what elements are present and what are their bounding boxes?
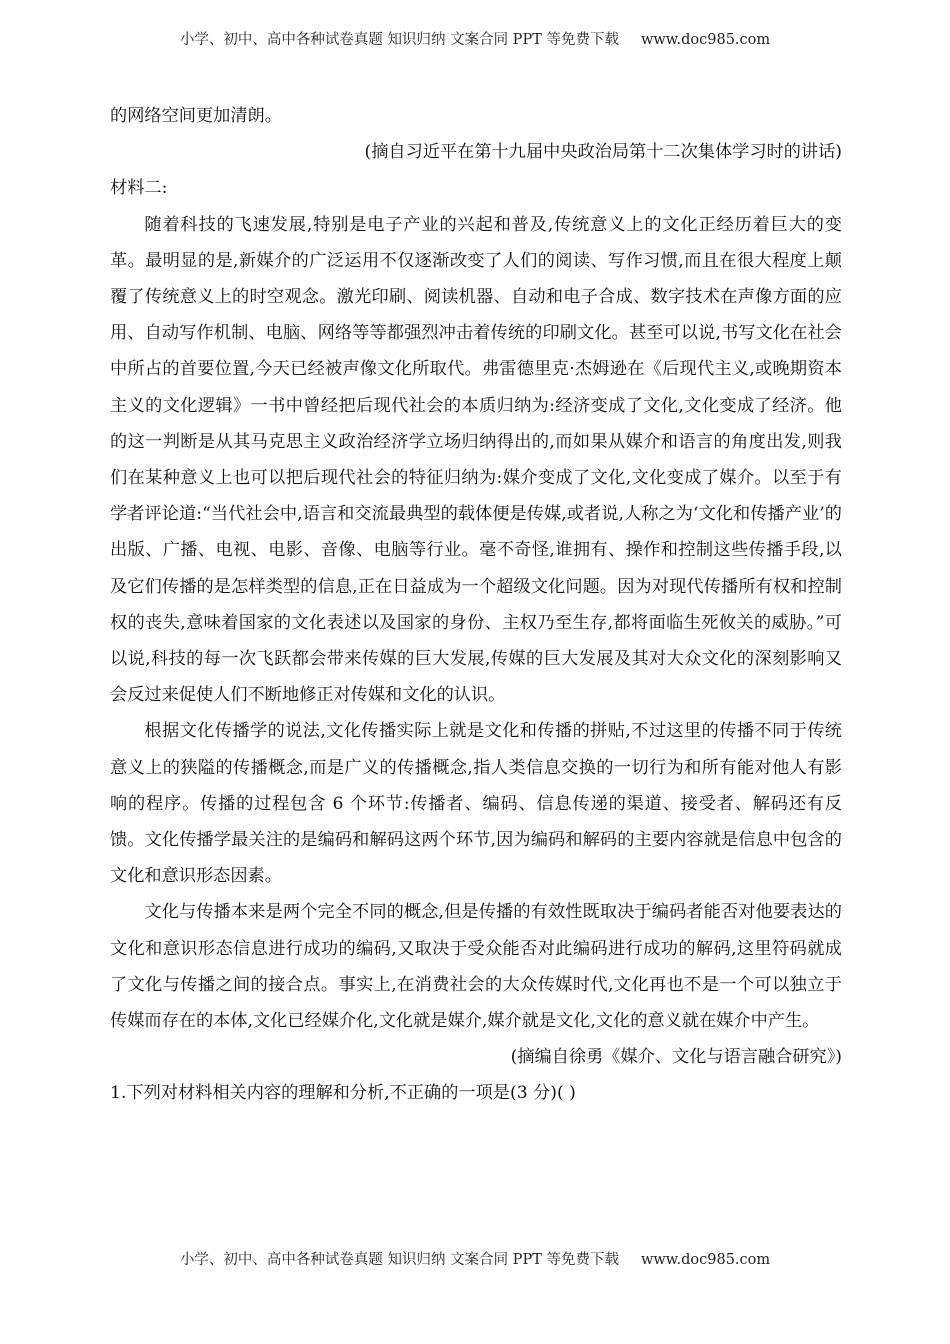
document-body bbox=[110, 98, 842, 1112]
page-footer bbox=[0, 1248, 950, 1269]
header-text: 小学、初中、高中各种试卷真题 知识归纳 文案合同 PPT 等免费下载 bbox=[179, 32, 619, 48]
paragraph-2: 根据文化传播学的说法,文化传播实际上就是文化和传播的拼贴,不过这里的传播不同于传统意义上的狭隘的传播概念,而是广义的传播概念,指人类信息交换的一切行为和所有能对他人有影响的程序。传播的过程包含 6 个环节:传播者、编码、信息传递的渠道、接受者、解码还有反馈。文化传播学最关注的是编码和解码这两个环节,因为编码和解码的主要内容就是信息中包含的文化和意识形态因素。 bbox=[110, 721, 842, 887]
paragraph-1: 随着科技的飞速发展,特别是电子产业的兴起和普及,传统意义上的文化正经历着巨大的变革。最明显的是,新媒介的广泛运用不仅逐渐改变了人们的阅读、写作习惯,而且在很大程度上颠覆了传统意义上的时空观念。激光印刷、阅读机器、自动和电子合成、数字技术在声像方面的应用、自动写作机制、电脑、网络等等都强烈冲击着传统的印刷文化。甚至可以说,书写文化在社会中所占的首要位置,今天已经被声像文化所取代。弗雷德里克·杰姆逊在《后现代主义,或晚期资本主义的文化逻辑》一书中曾经把后现代社会的本质归纳为:经济变成了文化,文化变成了经济。他的这一判断是从其马克思主义政治经济学立场归纳得出的,而如果从媒介和语言的角度出发,则我们在某种意义上也可以把后现代社会的特征归纳为:媒介变成了文化,文化变成了媒介。以至于有学者评论道:“当代社会中,语言和交流最典型的载体便是传媒,或者说,人称之为‘文化和传播产业’的出版、广播、电视、电影、音像、电脑等行业。毫不奇怪,谁拥有、操作和控制这些传播手段,以及它们传播的是怎样类型的信息,正在日益成为一个超级文化问题。因为对现代传播所有权和控制权的丧失,意味着国家的文化表述以及国家的身份、主权乃至生存,都将面临生死攸关的威胁。”可以说,科技的每一次飞跃都会带来传媒的巨大发展,传媒的巨大发展及其对大众文化的深刻影响又会反过来促使人们不断地修正对传媒和文化的认识。 bbox=[110, 214, 842, 706]
citation-source-1: (摘自习近平在第十九届中央政治局第十二次集体学习时的讲话) bbox=[364, 142, 842, 163]
footer-text: 小学、初中、高中各种试卷真题 知识归纳 文案合同 PPT 等免费下载 bbox=[179, 1252, 619, 1268]
paragraph-3: 文化与传播本来是两个完全不同的概念,但是传播的有效性既取决于编码者能否对他要表达的文化和意识形态信息进行成功的编码,又取决于受众能否对此编码进行成功的解码,这里符码就成了文化与传播之间的接合点。事实上,在消费社会的大众传媒时代,文化再也不是一个可以独立于传媒而存在的本体,文化已经媒介化,文化就是媒介,媒介就是文化,文化的意义就在媒介中产生。 bbox=[110, 902, 842, 1032]
footer-url[interactable]: www.doc985.com bbox=[640, 1252, 771, 1268]
continuation-text: 的网络空间更加清朗。 bbox=[110, 106, 282, 126]
material-2-label: 材料二: bbox=[110, 178, 168, 199]
page-header bbox=[0, 28, 950, 49]
question-1: 1.下列对材料相关内容的理解和分析,不正确的一项是(3 分)( ) bbox=[110, 1083, 576, 1104]
citation-source-2: (摘编自徐勇《媒介、文化与语言融合研究》) bbox=[510, 1047, 842, 1068]
header-url[interactable]: www.doc985.com bbox=[640, 32, 771, 48]
